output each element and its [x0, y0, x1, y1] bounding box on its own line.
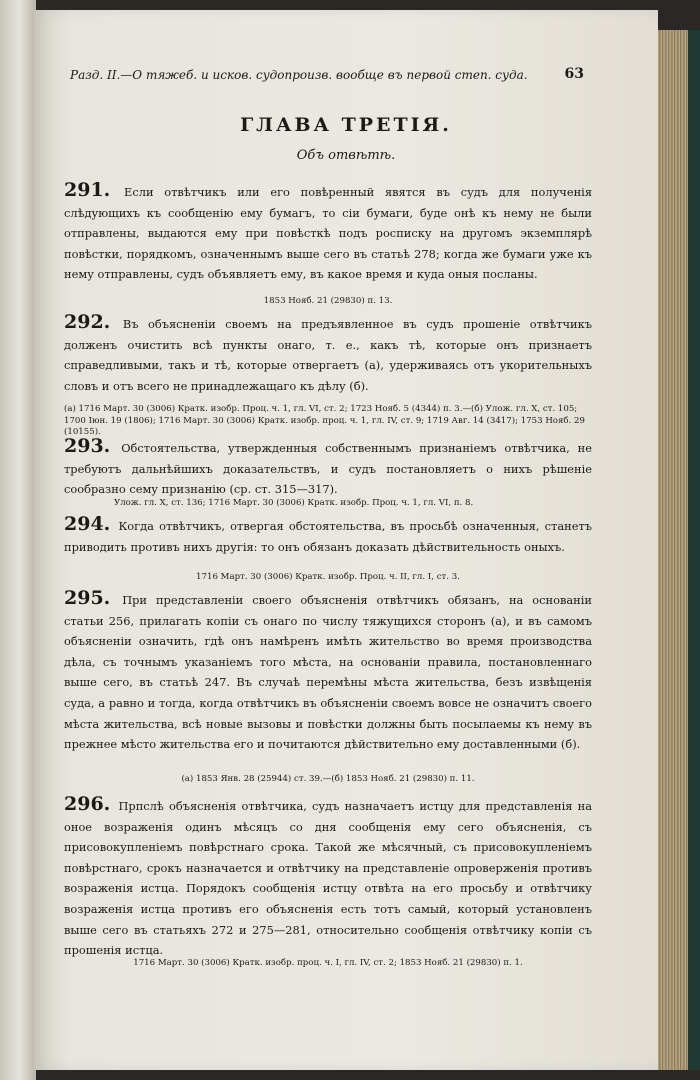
- article-text: Когда отвѣтчикъ, отвергая обстоятельства, въ просьбѣ означенныя, станетъ приводить противъ нихъ другія: то онъ обязанъ доказать дѣйствительность оныхъ.: [64, 519, 592, 554]
- article-293-source: Улож. гл. X, ст. 136; 1716 Март. 30 (3006) Кратк. изобр. Проц. ч. 1, гл. VI, п. 8.: [114, 498, 474, 508]
- article-number: 294.: [64, 513, 111, 535]
- article-291: [64, 179, 593, 285]
- article-number: 292.: [64, 311, 111, 333]
- article-text: Если отвѣтчикъ или его повѣренный явятся въ судъ для полученія слѣдующихъ къ сообщенію ему бумагъ, то сіи бумаги, буде онѣ къ нему не были отправлены, выдаются ему при повѣсткѣ подъ росписку на другомъ экземплярѣ повѣстки, порядкомъ, означеннымъ выше сего въ статьѣ 278; когда же бумаги уже къ нему отправлены, судъ объявляетъ ему, въ какое время и куда оныя посланы.: [64, 185, 593, 282]
- article-294: [64, 513, 592, 557]
- article-number: 293.: [64, 435, 111, 457]
- running-head-text: Разд. II.—О тяжеб. и исков. судопроизв. вообще въ первой степ. суда.: [70, 68, 528, 82]
- article-296-source: 1716 Март. 30 (3006) Кратк. изобр. проц. ч. I, гл. IV, ст. 2; 1853 Нояб. 21 (29830) п. 1.: [133, 958, 523, 968]
- article-292-source: (а) 1716 Март. 30 (3006) Кратк. изобр. Проц. ч. 1, гл. VI, ст. 2; 1723 Нояб. 5 (4344) п. 3.—(б) Улож. гл. X, ст. 105; 1700 Іюн. 19 (1806); 1716 Март. 30 (3006) Кратк. изобр. проц. ч. 1, гл. IV, ст. 9; 1719 Авг. 14 (3417); 1753 Нояб. 29 (10155).: [64, 404, 585, 438]
- article-295: [64, 587, 592, 755]
- article-number: 291.: [64, 179, 111, 201]
- article-text: Въ объясненіи своемъ на предъявленное въ судъ прошеніе отвѣтчикъ долженъ очистить всѣ пункты онаго, т. е., какъ тѣ, которые онъ признаетъ справедливыми, такъ и тѣ, которые отвергаетъ (а), удерживаясь отъ укорительныхъ словъ и отъ всего не принадлежащаго къ дѣлу (б).: [64, 317, 592, 393]
- article-text: Обстоятельства, утвержденныя собственнымъ признаніемъ отвѣтчика, не требуютъ дальнѣйшихъ доказательствъ, и судъ постановляетъ о нихъ рѣшеніе сообразно сему признанію (ср. ст. 315—317).: [64, 441, 592, 497]
- article-295-source: (а) 1853 Янв. 28 (25944) ст. 39.—(б) 1853 Нояб. 21 (29830) п. 11.: [181, 774, 475, 784]
- article-296: [64, 793, 592, 961]
- running-head: [70, 68, 584, 82]
- article-291-source: 1853 Нояб. 21 (29830) п. 13.: [263, 296, 393, 306]
- chapter-subtitle: Объ отвѣтѣ.: [296, 148, 396, 163]
- article-text: Прпслѣ объясненія отвѣтчика, судъ назначаетъ истцу для представленія на оное возраженія одинъ мѣсяцъ со дня сообщенія ему сего объясненія, съ присовокупленіемъ повѣрстнаго срока. Такой же мѣсячный, съ присовокупленіемъ повѣрстнаго, срокъ назначается и отвѣтчику на представленіе опроверженія противъ возраженія истца. Порядокъ сообщенія истцу отвѣта на его просьбу и отвѣтчику возраженія истца противъ его объясненія есть тотъ самый, который установленъ выше сего въ статьяхъ 272 и 275—281, относительно сообщенія отвѣтчику копіи съ прошенія истца.: [64, 799, 592, 958]
- article-294-source: 1716 Март. 30 (3006) Кратк. изобр. Проц. ч. II, гл. I, ст. 3.: [196, 572, 460, 582]
- cover-edge: [688, 30, 700, 1070]
- book-spine: [0, 0, 36, 1080]
- article-number: 296.: [64, 793, 111, 815]
- page-number: 63: [564, 66, 584, 82]
- chapter-title: ГЛАВА ТРЕТІЯ.: [240, 114, 452, 136]
- book-page: [34, 10, 658, 1070]
- article-292: [64, 311, 592, 396]
- article-293: [64, 435, 592, 500]
- article-text: При представленіи своего объясненія отвѣтчикъ обязанъ, на основаніи статьи 256, прилагать копіи съ онаго по числу тяжущихся сторонъ (а), и въ самомъ объясненіи означить, гдѣ онъ намѣренъ имѣть жительство во время производства дѣла, съ точнымъ указаніемъ того мѣста, на основаніи правила, постановленнаго выше сего, въ статьѣ 247. Въ случаѣ перемѣны мѣста жительства, безъ извѣщенія суда, а равно и тогда, когда отвѣтчикъ въ объясненіи своемъ вовсе не означитъ своего мѣста жительства, всѣ новые вызовы и повѣстки должны быть посылаемы къ нему въ прежнее мѣсто жительства его и почитаются дѣйствительно ему доставленными (б).: [64, 593, 592, 752]
- article-number: 295.: [64, 587, 111, 609]
